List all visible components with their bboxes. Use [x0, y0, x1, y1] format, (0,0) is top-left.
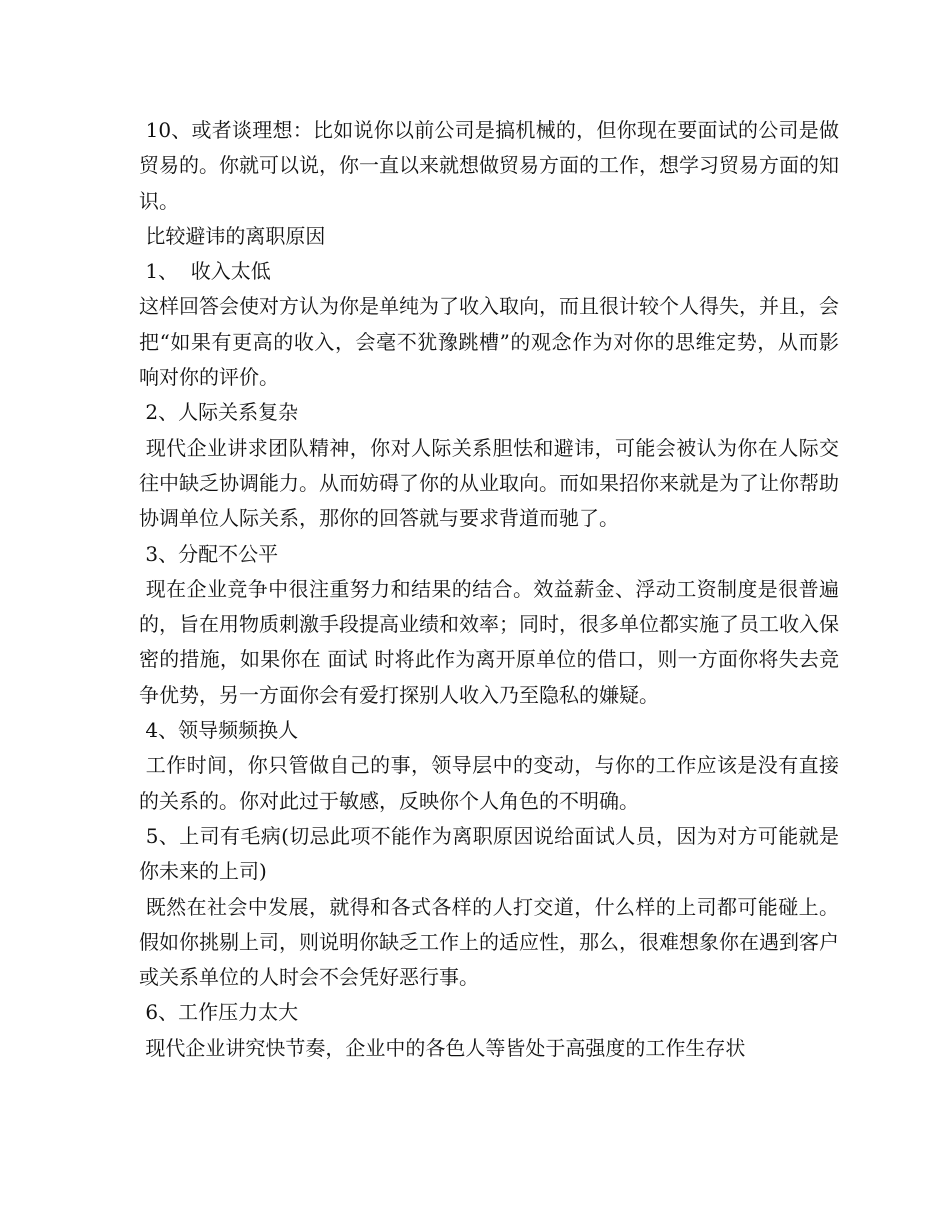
item-body-3: 现在企业竞争中很注重努力和结果的结合。效益薪金、浮动工资制度是很普遍的，旨在用物质刺激手段提高业绩和效率；同时，很多单位都实施了员工收入保密的措施，如果你在 面试 时将此作为离开原单位的借口，则一方面你将失去竞争优势，另一方面你会有爱打探别人收入乃至隐私的嫌疑。	[139, 576, 840, 707]
item-heading-3: 3、分配不公平	[139, 541, 279, 566]
document-body	[139, 113, 839, 1066]
paragraph-ideal: 10、或者谈理想：比如说你以前公司是搞机械的，但你现在要面试的公司是做贸易的。你就可以说，你一直以来就想做贸易方面的工作，想学习贸易方面的知识。	[139, 118, 840, 213]
section-heading-avoid-reasons: 比较避讳的离职原因	[139, 223, 326, 248]
item-body-1: 这样回答会使对方认为你是单纯为了收入取向，而且很计较个人得失，并且，会把“如果有更高的收入，会毫不犹豫跳槽”的观念作为对你的思维定势，从而影响对你的评价。	[139, 294, 839, 390]
item-heading-5: 5、上司有毛病(切忌此项不能作为离职原因说给面试人员，因为对方可能就是你未来的上司)	[139, 823, 839, 884]
item-heading-4: 4、领导频频换人	[139, 718, 299, 743]
item-body-2: 现代企业讲求团队精神，你对人际关系胆怯和避讳，可能会被认为你在人际交往中缺乏协调能力。从而妨碍了你的从业取向。而如果招你来就是为了让你帮助协调单位人际关系，那你的回答就与要求背道而驰了。	[139, 435, 840, 531]
item-body-5: 既然在社会中发展，就得和各式各样的人打交道，什么样的上司都可能碰上。假如你挑剔上司，则说明你缺乏工作上的适应性，那么，很难想象你在遇到客户或关系单位的人时会不会凭好恶行事。	[139, 894, 840, 990]
item-heading-6: 6、工作压力太大	[139, 1000, 299, 1025]
item-heading-2: 2、人际关系复杂	[139, 400, 299, 425]
item-body-4: 工作时间，你只管做自己的事，领导层中的变动，与你的工作应该是没有直接的关系的。你对此过于敏感，反映你个人角色的不明确。	[139, 753, 840, 813]
item-body-6: 现代企业讲究快节奏，企业中的各色人等皆处于高强度的工作生存状	[139, 1035, 746, 1060]
item-heading-1: 1、 收入太低	[139, 259, 271, 284]
